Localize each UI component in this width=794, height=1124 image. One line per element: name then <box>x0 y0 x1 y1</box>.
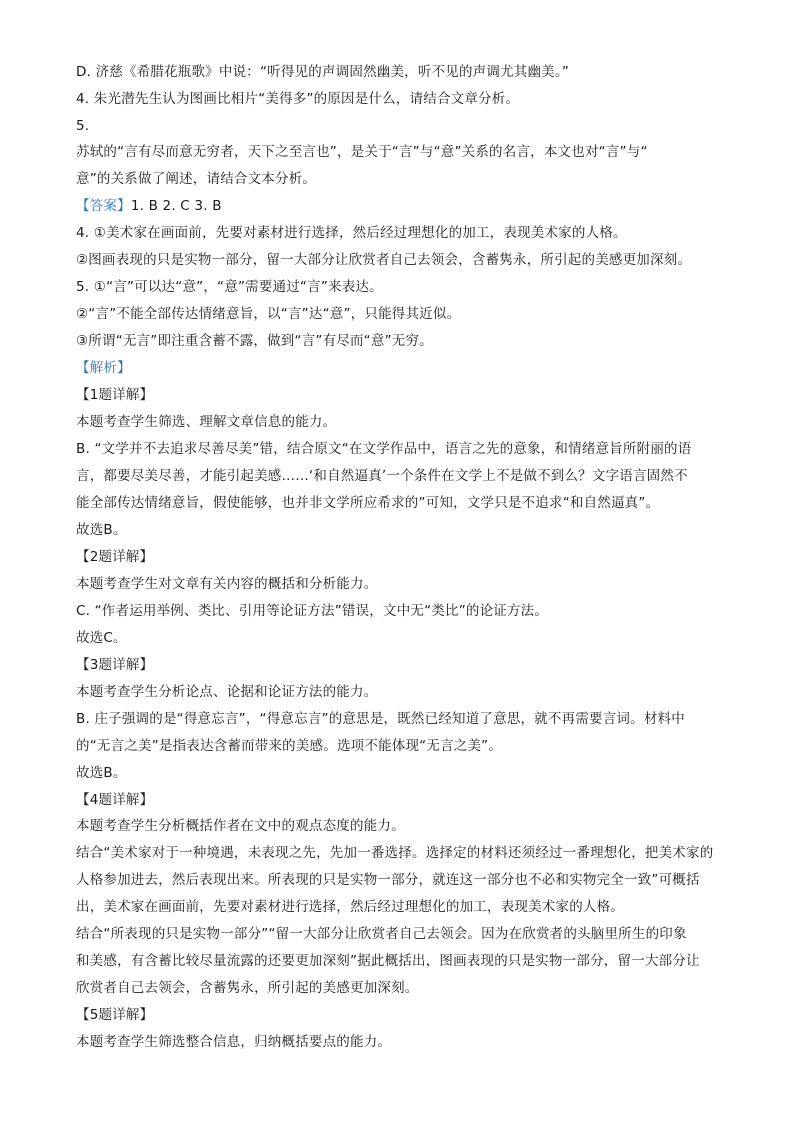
text-line <box>76 574 377 594</box>
text-line <box>76 790 153 810</box>
text-line <box>76 816 405 836</box>
text-line <box>76 358 131 378</box>
line-text: B. “文学并不去追求尽善尽美”错，结合原文“在文学作品中，语言之先的意象，和情绪意旨所附丽的语 <box>76 441 692 457</box>
text-line <box>76 412 336 432</box>
text-line <box>76 89 519 109</box>
text-line <box>76 493 659 513</box>
line-text: 本题考查学生筛选整合信息，归纳概括要点的能力。 <box>76 1034 392 1050</box>
text-line <box>76 601 548 621</box>
text-line <box>76 223 627 243</box>
line-text: 本题考查学生分析概括作者在文中的观点态度的能力。 <box>76 818 405 834</box>
text-line <box>76 250 691 270</box>
text-line <box>76 331 433 351</box>
text-line <box>76 466 688 486</box>
line-text: 的“无言之美”是指表达含蓄而带来的美感。选项不能体现“无言之美”。 <box>76 738 503 754</box>
section-tag: 【答案】 <box>76 198 131 214</box>
line-text: 5. ①“言”可以达“意”，“意”需要通过“言”来表达。 <box>76 279 383 295</box>
line-text: B. 庄子强调的是“得意忘言”，“得意忘言”的意思是，既然已经知道了意思，就不再需要言词。材料中 <box>76 711 685 727</box>
text-line <box>76 116 89 136</box>
line-text: C. “作者运用举例、类比、引用等论证方法”错误，文中无“类比”的论证方法。 <box>76 603 549 619</box>
line-text: 结合“所表现的只是实物一部分”“留一大部分让欣赏者自己去领会。因为在欣赏者的头脑里所生的印象 <box>76 926 687 942</box>
text-line <box>76 385 153 405</box>
text-line <box>76 142 648 162</box>
text-line <box>76 655 153 675</box>
text-line <box>76 62 569 82</box>
text-line <box>76 870 700 890</box>
text-line <box>76 547 153 567</box>
line-text: 欣赏者自己去领会，含蓄隽永，所引起的美感更加深刻。 <box>76 980 419 996</box>
text-line <box>76 897 624 917</box>
line-text: ②图画表现的只是实物一部分，留一大部分让欣赏者自己去领会，含蓄隽永，所引起的美感更加深刻。 <box>76 252 692 268</box>
line-text: 【3题详解】 <box>76 657 154 673</box>
line-text: 【2题详解】 <box>76 549 154 565</box>
line-text: 人格参加进去，然后表现出来。所表现的只是实物一部分，就连这一部分也不必和实物完全一致”可概括 <box>76 872 700 888</box>
line-text: 和美感，有含蓄比较尽量流露的还要更加深刻”据此概括出，图画表现的只是实物一部分，留一大部分让 <box>76 953 700 969</box>
line-text: 【5题详解】 <box>76 1007 154 1023</box>
line-text: ②“言”不能全部传达情绪意旨，以“言”达“意”，只能得其近似。 <box>76 306 461 322</box>
line-text: 4. 朱光潜先生认为图画比相片“美得多”的原因是什么，请结合文章分析。 <box>76 91 520 107</box>
line-text: 言，都要尽美尽善，才能引起美感……‘和自然逼真’一个条件在文学上不是做不到么？文字语言固然不 <box>76 468 688 484</box>
line-text: 故选B。 <box>76 765 127 781</box>
line-text: 1. B 2. C 3. B <box>130 198 222 214</box>
line-text: ③所谓“无言”即注重含蓄不露，做到“言”有尽而“意”无穷。 <box>76 333 433 349</box>
text-line <box>76 277 383 297</box>
line-text: 故选C。 <box>76 630 127 646</box>
line-text: D. 济慈《希腊花瓶歌》中说：“听得见的声调固然幽美，听不见的声调尤其幽美。” <box>76 64 570 80</box>
text-line <box>76 628 127 648</box>
line-text: 【1题详解】 <box>76 387 154 403</box>
text-line <box>76 843 713 863</box>
section-tag: 【解析】 <box>76 360 131 376</box>
line-text: 本题考查学生筛选、理解文章信息的能力。 <box>76 414 337 430</box>
line-text: 能全部传达情绪意旨，假使能够，也并非文学所应希求的”可知，文学只是不追求“和自然逼真”。 <box>76 495 660 511</box>
text-line <box>76 1005 153 1025</box>
text-line <box>76 763 127 783</box>
line-text: 【4题详解】 <box>76 792 154 808</box>
text-line <box>76 951 700 971</box>
line-text: 出，美术家在画面前，先要对素材进行选择，然后经过理想化的加工，表现美术家的人格。 <box>76 899 624 915</box>
text-line <box>76 196 222 216</box>
line-text: 意”的关系做了阐述，请结合文本分析。 <box>76 171 317 187</box>
text-line <box>76 682 377 702</box>
line-text: 5. <box>76 118 90 134</box>
text-line <box>76 304 460 324</box>
line-text: 结合“美术家对于一种境遇，未表现之先，先加一番选择。选择定的材料还须经过一番理想化，把美术家的 <box>76 845 714 861</box>
line-text: 苏轼的“言有尽而意无穷者，天下之至言也”，是关于“言”与“意”关系的名言，本文也对“言”与“ <box>76 144 648 160</box>
text-line <box>76 736 502 756</box>
text-line <box>76 1032 391 1052</box>
text-line <box>76 978 419 998</box>
line-text: 故选B。 <box>76 522 127 538</box>
text-line <box>76 709 685 729</box>
line-text: 4. ①美术家在画面前，先要对素材进行选择，然后经过理想化的加工，表现美术家的人格。 <box>76 225 627 241</box>
line-text: 本题考查学生对文章有关内容的概括和分析能力。 <box>76 576 378 592</box>
text-line <box>76 520 127 540</box>
text-line <box>76 169 316 189</box>
text-line <box>76 924 687 944</box>
text-line <box>76 439 691 459</box>
line-text: 本题考查学生分析论点、论据和论证方法的能力。 <box>76 684 378 700</box>
